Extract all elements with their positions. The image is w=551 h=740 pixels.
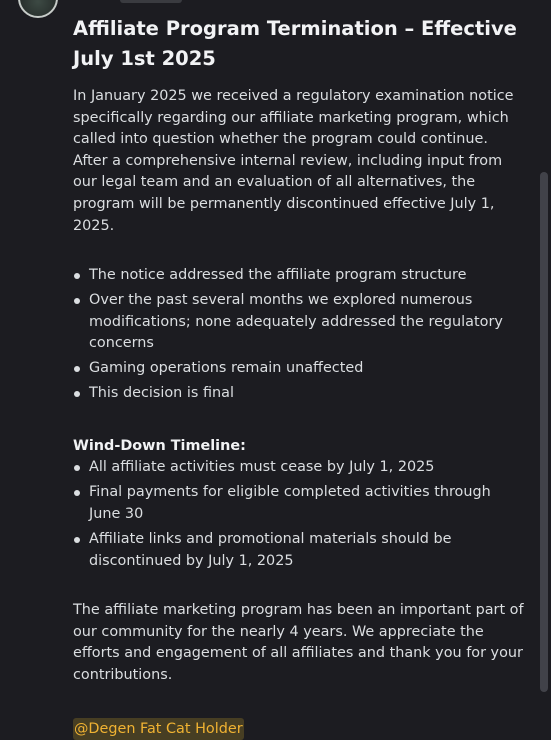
timeline-list (73, 457, 525, 572)
timeline-heading: Wind-Down Timeline: (73, 437, 246, 454)
list-item: This decision is final (73, 383, 525, 405)
scrollbar-thumb[interactable] (540, 172, 548, 692)
message-title: Affiliate Program Termination – Effective July 1st 2025 (73, 17, 517, 70)
list-item: All affiliate activities must cease by July 1, 2025 (73, 457, 525, 479)
list-item: Gaming operations remain unaffected (73, 358, 525, 380)
scrollbar-track[interactable] (539, 0, 551, 680)
message-content (73, 14, 525, 740)
list-item: The notice addressed the affiliate program structure (73, 265, 525, 287)
list-item: Over the past several months we explored numerous modifications; none adequately addressed the regulatory concerns (73, 290, 525, 355)
role-mention[interactable]: @Degen Fat Cat Holder (73, 718, 244, 740)
points-list (73, 265, 525, 405)
list-item: Final payments for eligible completed activities through June 30 (73, 482, 525, 525)
top-strip (120, 0, 182, 3)
intro-paragraph: In January 2025 we received a regulatory examination notice specifically regarding our affiliate marketing program, which called into question whether the program could continue. After a comprehensive internal review, including input from our legal team and an evaluation of all alternatives, the program will be permanently discontinued effective July 1, 2025. (73, 88, 514, 234)
user-avatar[interactable] (18, 0, 58, 18)
closing-paragraph: The affiliate marketing program has been an important part of our community for the nearly 4 years. We appreciate the efforts and engagement of all affiliates and thank you for your contributions. (73, 602, 524, 684)
list-item: Affiliate links and promotional materials should be discontinued by July 1, 2025 (73, 529, 525, 572)
